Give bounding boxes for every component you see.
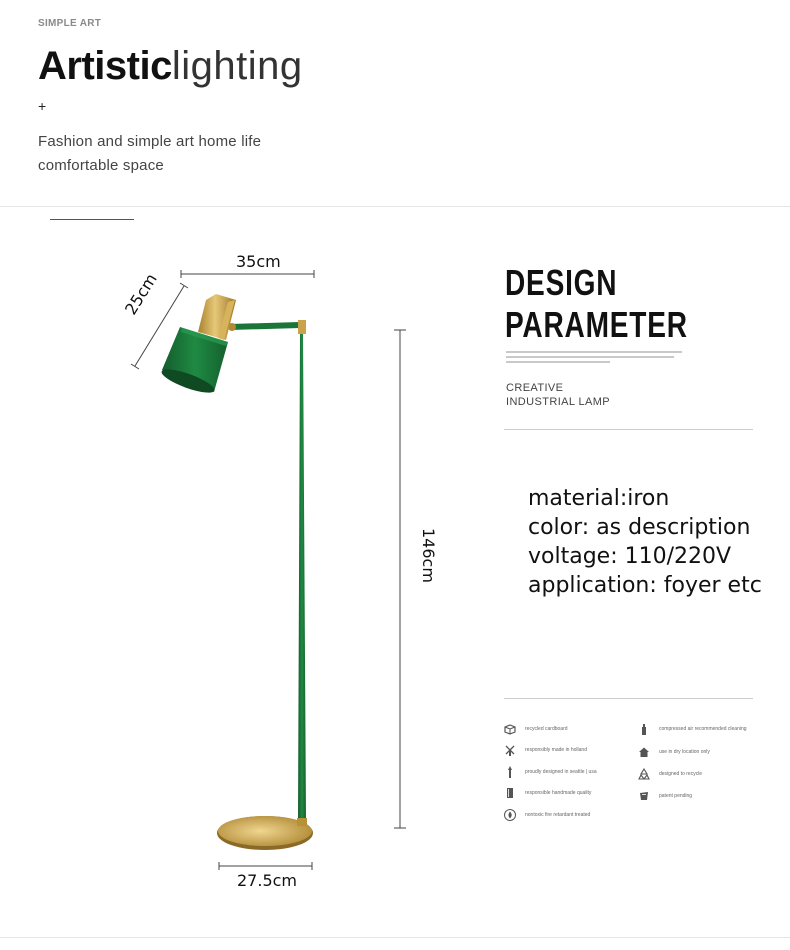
- spray-can-icon: [638, 723, 650, 735]
- hand-icon: [504, 787, 516, 799]
- dimension-base-diameter: [219, 862, 312, 870]
- headline-light: lighting: [171, 44, 303, 88]
- design-title-line-1: DESIGN: [505, 262, 618, 303]
- tagline-line-2: comfortable space: [38, 157, 164, 174]
- divider-bottom: [0, 937, 790, 938]
- windmill-icon: [504, 744, 516, 756]
- patent-icon: [638, 790, 650, 802]
- feature-label: responsibly made in holland: [525, 747, 587, 753]
- box-icon: [504, 723, 516, 735]
- feature-item: [638, 789, 692, 803]
- divider-right: [504, 429, 753, 430]
- total-height-label: 146cm: [419, 528, 438, 583]
- feature-label: patent pending: [659, 793, 693, 799]
- lamp-pole: [297, 334, 307, 826]
- spec-voltage: voltage: 110/220V: [528, 544, 732, 569]
- house-icon: [638, 746, 650, 758]
- feature-label: proudly designed in seattle | usa: [525, 769, 597, 775]
- subtitle-line-1: CREATIVE: [506, 382, 564, 394]
- feature-label: compressed air recommended cleaning: [659, 726, 747, 732]
- lamp-shade: [159, 294, 236, 397]
- flame-icon: [504, 809, 516, 821]
- feature-item: [504, 786, 591, 800]
- feature-label: responsible handmade quality: [525, 790, 592, 796]
- spec-material: material:iron: [528, 486, 670, 511]
- feature-item: [638, 767, 702, 781]
- feature-label: use in dry location only: [659, 749, 710, 755]
- brand-label: SIMPLE ART: [38, 18, 102, 29]
- spec-list: [528, 484, 762, 600]
- design-title: [505, 262, 688, 346]
- design-title-line-2: PARAMETER: [505, 304, 688, 345]
- subtitle-line-2: INDUSTRIAL LAMP: [506, 396, 611, 408]
- feature-item: [638, 745, 710, 759]
- base-diameter-label: 27.5cm: [237, 871, 298, 890]
- feature-item: [638, 722, 747, 736]
- feature-label: recycled cardboard: [525, 726, 568, 732]
- spec-application: application: foyer etc: [528, 573, 762, 598]
- dimension-total-height: [394, 330, 406, 828]
- divider-right-2: [504, 698, 753, 699]
- plus-mark: +: [38, 98, 47, 114]
- feature-label: nontoxic fire retardant treated: [525, 812, 591, 818]
- shade-height-label: 25cm: [121, 270, 161, 319]
- lamp-arm: [228, 320, 306, 334]
- feature-item: [504, 765, 597, 779]
- feature-item: [504, 743, 587, 757]
- spec-color: color: as description: [528, 515, 751, 540]
- shade-width-label: 35cm: [236, 252, 281, 271]
- tower-icon: [504, 766, 516, 778]
- feature-item: [504, 722, 568, 736]
- headline-bold: Artistic: [38, 44, 172, 88]
- recycle-icon: [638, 768, 650, 780]
- feature-item: [504, 808, 590, 822]
- design-subtitle: [506, 381, 610, 409]
- tagline-line-1: Fashion and simple art home life: [38, 133, 262, 150]
- dimension-shade-width: [181, 270, 314, 278]
- fine-print: [506, 351, 686, 366]
- feature-label: designed to recycle: [659, 771, 703, 777]
